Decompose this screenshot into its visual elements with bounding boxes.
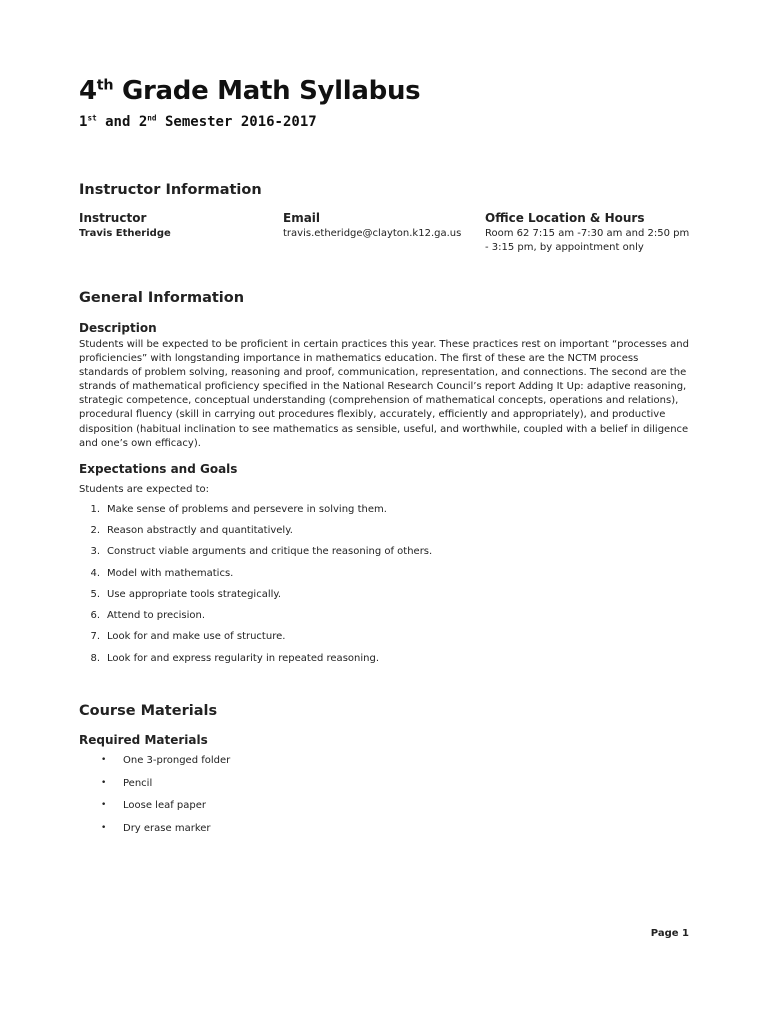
subtitle-second: and 2 xyxy=(96,114,148,130)
description-paragraph: Students will be expected to be proficient in certain practices this year. These practices rest on important “processes and proficiencies” with longstanding importance in mathematics education. The first of these are the NCTM process standards of problem solving, reasoning and proof, communication, representation, and connections. The second are the strands of mathematical proficiency specified in the National Research Council’s report Adding It Up: adaptive reasoning, strategic competence, conceptual understanding (comprehension of mathematical concepts, operations and relations), procedural fluency (skill in carrying out procedures flexibly, accurately, efficiently and appropriately), and productive disposition (habitual inclination to see mathematics as sensible, useful, and worthwhile, coupled with a belief in diligence and one’s own efficacy). xyxy=(79,339,689,449)
subtitle-first-sup: st xyxy=(87,113,97,123)
title-text: Grade Math Syllabus xyxy=(113,76,421,106)
list-number: 2. xyxy=(90,525,100,536)
instructor-column-header: Instructor xyxy=(79,211,147,225)
list-number: 7. xyxy=(90,631,100,642)
list-text: Loose leaf paper xyxy=(123,800,207,811)
course-materials-heading: Course Materials xyxy=(79,703,218,719)
list-text: Look for and express regularity in repeated reasoning. xyxy=(107,653,379,664)
list-number: 3. xyxy=(90,546,100,557)
expectations-heading: Expectations and Goals xyxy=(79,462,238,476)
subtitle-second-sup: nd xyxy=(147,113,157,123)
email-column-header: Email xyxy=(283,211,321,225)
list-number: 4. xyxy=(90,568,100,579)
list-number: 8. xyxy=(90,653,100,664)
subtitle-first: 1 xyxy=(79,114,88,130)
list-text: Construct viable arguments and critique the reasoning of others. xyxy=(107,546,433,557)
list-text: Model with mathematics. xyxy=(107,568,234,579)
office-column-header: Office Location & Hours xyxy=(485,211,645,225)
list-text: Reason abstractly and quantitatively. xyxy=(107,525,293,536)
list-text: One 3-pronged folder xyxy=(123,755,231,766)
list-text: Look for and make use of structure. xyxy=(107,631,286,642)
general-info-heading: General Information xyxy=(79,290,245,306)
list-text: Use appropriate tools strategically. xyxy=(107,589,282,600)
page-subtitle xyxy=(79,114,317,130)
description-heading: Description xyxy=(79,321,157,335)
bullet-icon: • xyxy=(101,755,107,765)
office-hours-line-1: Room 62 7:15 am -7:30 am and 2:50 pm xyxy=(485,228,690,239)
list-number: 6. xyxy=(90,610,100,621)
office-hours-line-2: - 3:15 pm, by appointment only xyxy=(485,242,644,253)
bullet-icon: • xyxy=(101,778,107,788)
list-number: 1. xyxy=(90,504,100,515)
list-text: Make sense of problems and persevere in solving them. xyxy=(107,504,387,515)
bullet-icon: • xyxy=(101,800,107,810)
list-text: Dry erase marker xyxy=(123,823,211,834)
title-superscript: th xyxy=(96,77,114,94)
list-text: Pencil xyxy=(123,778,153,789)
bullet-icon: • xyxy=(101,823,107,833)
list-text: Attend to precision. xyxy=(107,610,206,621)
required-materials-heading: Required Materials xyxy=(79,733,208,747)
list-number: 5. xyxy=(90,589,100,600)
page-number: Page 1 xyxy=(650,928,689,939)
subtitle-rest: Semester 2016-2017 xyxy=(156,114,317,130)
instructor-name: Travis Etheridge xyxy=(79,228,171,239)
page-title xyxy=(79,76,420,106)
email-address: travis.etheridge@clayton.k12.ga.us xyxy=(283,228,462,239)
instructor-info-heading: Instructor Information xyxy=(79,182,262,198)
expectations-intro: Students are expected to: xyxy=(79,484,210,495)
title-prefix: 4 xyxy=(79,76,97,106)
